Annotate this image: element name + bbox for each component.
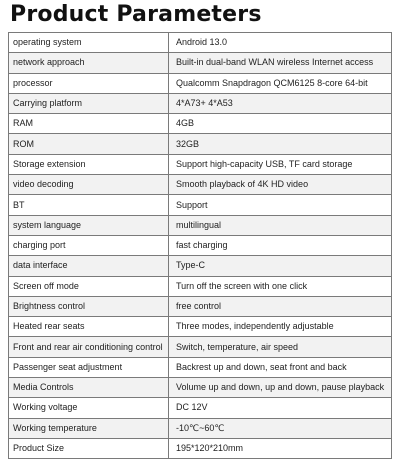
parameter-name: Media Controls	[9, 378, 169, 398]
parameter-name: Working voltage	[9, 398, 169, 418]
table-row	[9, 438, 392, 458]
parameter-value: Backrest up and down, seat front and back	[169, 357, 392, 377]
parameter-value: -10℃~60℃	[169, 418, 392, 438]
parameter-value: Turn off the screen with one click	[169, 276, 392, 296]
parameter-name: system language	[9, 215, 169, 235]
parameter-value: DC 12V	[169, 398, 392, 418]
table-row	[9, 357, 392, 377]
table-row	[9, 337, 392, 357]
parameter-value: 195*120*210mm	[169, 438, 392, 458]
parameters-table-body	[9, 33, 392, 459]
parameter-name: Product Size	[9, 438, 169, 458]
parameter-name: Working temperature	[9, 418, 169, 438]
table-row	[9, 235, 392, 255]
parameter-name: processor	[9, 73, 169, 93]
parameter-name: RAM	[9, 114, 169, 134]
parameter-name: BT	[9, 195, 169, 215]
parameter-value: Support high-capacity USB, TF card storage	[169, 154, 392, 174]
table-row	[9, 73, 392, 93]
parameter-name: Storage extension	[9, 154, 169, 174]
parameter-value: free control	[169, 296, 392, 316]
parameter-value: Three modes, independently adjustable	[169, 317, 392, 337]
parameter-name: Heated rear seats	[9, 317, 169, 337]
table-row	[9, 418, 392, 438]
table-row	[9, 33, 392, 53]
parameter-name: ROM	[9, 134, 169, 154]
table-row	[9, 317, 392, 337]
parameter-name: network approach	[9, 53, 169, 73]
table-row	[9, 256, 392, 276]
parameter-name: video decoding	[9, 175, 169, 195]
parameter-value: Qualcomm Snapdragon QCM6125 8-core 64-bit	[169, 73, 392, 93]
parameter-value: multilingual	[169, 215, 392, 235]
table-row	[9, 378, 392, 398]
table-row	[9, 215, 392, 235]
parameter-name: Brightness control	[9, 296, 169, 316]
parameter-name: charging port	[9, 235, 169, 255]
parameter-value: Type-C	[169, 256, 392, 276]
table-row	[9, 154, 392, 174]
parameter-value: Android 13.0	[169, 33, 392, 53]
parameter-value: 4*A73+ 4*A53	[169, 93, 392, 113]
parameter-value: 32GB	[169, 134, 392, 154]
parameter-name: operating system	[9, 33, 169, 53]
parameter-name: Carrying platform	[9, 93, 169, 113]
table-row	[9, 134, 392, 154]
parameter-value: Smooth playback of 4K HD video	[169, 175, 392, 195]
table-row	[9, 175, 392, 195]
parameter-name: Front and rear air conditioning control	[9, 337, 169, 357]
page-title: Product Parameters	[10, 2, 262, 27]
parameter-value: fast charging	[169, 235, 392, 255]
table-row	[9, 53, 392, 73]
parameter-value: Switch, temperature, air speed	[169, 337, 392, 357]
parameters-table	[8, 32, 392, 459]
parameter-name: Screen off mode	[9, 276, 169, 296]
table-row	[9, 195, 392, 215]
table-row	[9, 296, 392, 316]
parameter-value: Volume up and down, up and down, pause playback	[169, 378, 392, 398]
table-row	[9, 398, 392, 418]
parameter-value: Support	[169, 195, 392, 215]
table-row	[9, 93, 392, 113]
parameter-name: data interface	[9, 256, 169, 276]
parameter-value: Built-in dual-band WLAN wireless Internet access	[169, 53, 392, 73]
parameter-value: 4GB	[169, 114, 392, 134]
table-row	[9, 114, 392, 134]
table-row	[9, 276, 392, 296]
parameter-name: Passenger seat adjustment	[9, 357, 169, 377]
